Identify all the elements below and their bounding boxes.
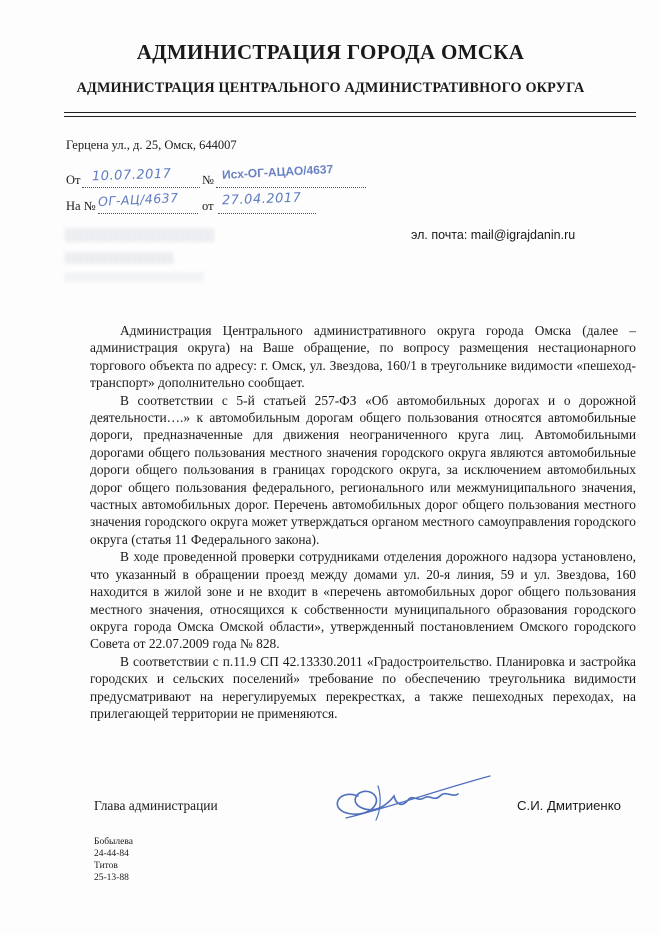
incoming-from-label: от [202,199,214,213]
body-paragraph: В соответствии с п.11.9 СП 42.13330.2011 «Градостроительство. Планировка и застройка городских и сельских поселений» требование по обеспечению треугольника видимости предусматривают на нерегулируемых перекрестках, а также пешеходных переходах, на прилегающей территории не применяются. [90,653,636,721]
incoming-number-handwritten: ОГ-АЦ/4637 [97,189,179,210]
from-label: От [66,173,81,187]
letter-body [90,322,636,722]
incoming-number-underline [98,213,198,214]
executors-block [94,836,133,884]
body-paragraph: Администрация Центрального административного округа города Омска (далее – администрация округа) на Ваше обращение, по вопросу размещения нестационарного торгового объекта по адресу: г. Омск, ул. Звездова, 160/1 в треугольнике видимости «пешеход-транспорт» дополнительно сообщает. [90,323,636,391]
redacted-recipient-name [64,228,214,242]
recipient-email: эл. почта: mail@igrajdanin.ru [411,228,576,242]
executor-line: 25-13-88 [94,873,129,883]
organization-title: АДМИНИСТРАЦИЯ ГОРОДА ОМСКА [136,40,525,64]
signatory-position: Глава администрации [94,798,218,813]
executor-line: 24-44-84 [94,849,129,859]
body-paragraph: В ходе проведенной проверки сотрудниками отделения дорожного надзора установлено, что указанный в обращении проезд между домами ул. 20-я линия, 59 и ул. Звездова, 160 находится в жилой зоне и не входит в «перечень автомобильных дорог общего пользования местного значения, относящихся к собственности муниципального образования городского округа города Омска Омской области», утвержденный постановлением Омского городского Совета от 22.07.2009 года № 828. [90,549,636,652]
outgoing-number-underline [216,187,366,188]
on-number-label: На № [66,199,96,213]
from-date-handwritten: 10.07.2017 [91,166,172,185]
from-date-underline [82,187,200,188]
outgoing-number-stamp: Исх-ОГ-АЦАО/4637 [221,162,334,182]
department-subtitle: АДМИНИСТРАЦИЯ ЦЕНТРАЛЬНОГО АДМИНИСТРАТИВНОГО ОКРУГА [76,80,585,96]
organization-address: Герцена ул., д. 25, Омск, 644007 [66,138,237,152]
redacted-recipient-line [64,252,174,264]
signatory-name: С.И. Дмитриенко [517,798,621,813]
incoming-date-underline [218,213,316,214]
redacted-recipient-address [64,272,204,282]
header-divider-thin [64,116,636,117]
body-paragraph: В соответствии с 5-й статьей 257-ФЗ «Об автомобильных дорогах и о дорожной деятельности….» к автомобильным дорогам общего пользования относятся автомобильные дороги, предназначенные для движения неограниченного круга лиц. Автомобильными дорогами общего пользования местного значения городского округа являются автомобильные дороги общего пользования в границах городского округа, за исключением автомобильных дорог общего пользования федерального, регионального или межмуниципального значения, частных автомобильных дорог. Перечень автомобильных дорог общего пользования местного значения городского округа может утверждаться органом местного самоуправления городского округа (статья 11 Федерального закона). [90,392,636,547]
executor-line: Бобылева [94,837,133,847]
incoming-date-handwritten: 27.04.2017 [221,190,302,209]
executor-line: Титов [94,861,118,871]
handwritten-signature [318,768,500,830]
header-divider [64,112,636,113]
number-label: № [202,173,214,187]
